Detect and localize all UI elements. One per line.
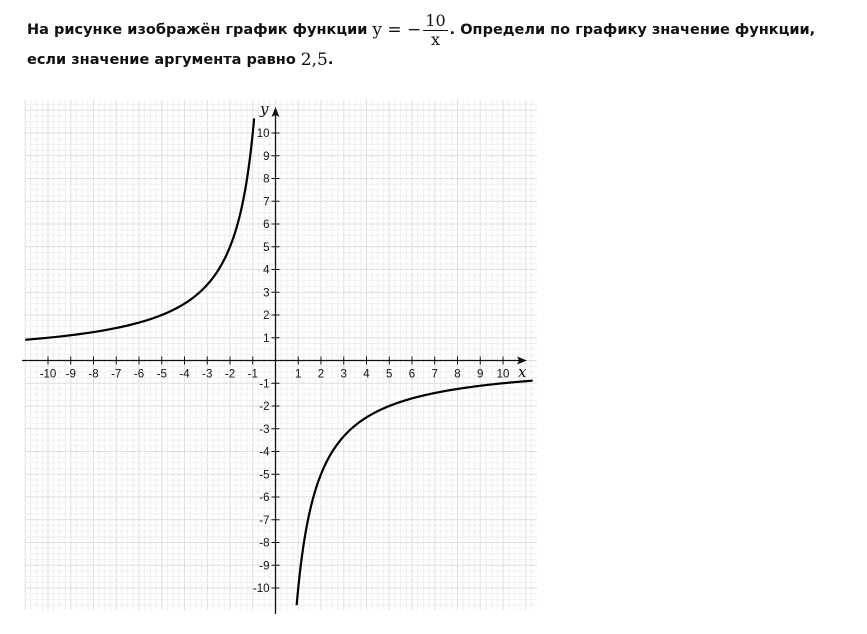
question-line1-end: . Определи по графику значение функции, bbox=[449, 22, 816, 38]
x-tick-label: 6 bbox=[408, 368, 416, 381]
fraction-denominator: x bbox=[430, 29, 440, 49]
y-tick-label: -10 bbox=[252, 583, 270, 595]
y-tick-label: 7 bbox=[263, 196, 270, 209]
y-tick-label: -2 bbox=[259, 401, 270, 413]
y-tick-label: -7 bbox=[259, 514, 270, 527]
y-tick-label: 6 bbox=[263, 219, 270, 231]
y-tick-label: 9 bbox=[263, 150, 270, 163]
y-tick-label: 10 bbox=[256, 128, 270, 140]
function-lhs: y = − bbox=[372, 20, 422, 40]
y-tick-label: -9 bbox=[259, 560, 270, 573]
y-tick-label: -4 bbox=[259, 446, 270, 459]
x-tick-label: -5 bbox=[156, 368, 167, 381]
y-tick-label: 2 bbox=[263, 310, 270, 322]
question-line2-end: . bbox=[327, 52, 334, 68]
y-tick-label: 1 bbox=[263, 332, 270, 345]
x-tick-label: -2 bbox=[224, 368, 236, 381]
question-line1-start: На рисунке изображён график функции bbox=[27, 22, 368, 38]
x-tick-label: 5 bbox=[386, 368, 393, 381]
y-tick-label: 4 bbox=[263, 264, 270, 277]
question-line2-start: если значение аргумента равно bbox=[27, 52, 296, 68]
x-tick-label: -9 bbox=[65, 368, 76, 381]
x-axis-label: x bbox=[518, 363, 527, 381]
y-tick-label: -8 bbox=[259, 537, 270, 550]
y-tick-label: -3 bbox=[259, 423, 270, 436]
x-tick-label: 9 bbox=[477, 368, 484, 381]
y-tick-label: -6 bbox=[259, 492, 270, 504]
x-tick-label: -3 bbox=[202, 368, 213, 381]
y-tick-label: 3 bbox=[263, 287, 270, 300]
x-tick-label: 2 bbox=[317, 368, 325, 381]
x-tick-label: -8 bbox=[88, 368, 99, 381]
x-tick-label: 8 bbox=[454, 368, 461, 381]
curves bbox=[25, 118, 532, 605]
x-tick-label: 10 bbox=[496, 368, 510, 381]
fraction-numerator: 10 bbox=[425, 10, 446, 30]
y-axis-label: y bbox=[260, 100, 269, 118]
y-tick-label: 8 bbox=[263, 173, 270, 186]
x-tick-label: 4 bbox=[363, 368, 370, 381]
x-tick-label: -10 bbox=[39, 368, 57, 381]
y-tick-label: 5 bbox=[263, 241, 270, 254]
x-tick-label: 7 bbox=[431, 368, 438, 381]
argument-value: 2,5 bbox=[300, 50, 328, 70]
y-tick-label: -5 bbox=[259, 469, 270, 482]
x-tick-label: -4 bbox=[179, 368, 190, 381]
x-tick-label: -7 bbox=[111, 368, 122, 381]
grid bbox=[25, 100, 537, 610]
x-tick-label: 1 bbox=[295, 368, 302, 381]
y-tick-label: -1 bbox=[259, 378, 270, 391]
x-tick-label: -1 bbox=[247, 368, 258, 381]
x-tick-label: -6 bbox=[133, 368, 145, 381]
x-tick-label: 3 bbox=[340, 368, 347, 381]
